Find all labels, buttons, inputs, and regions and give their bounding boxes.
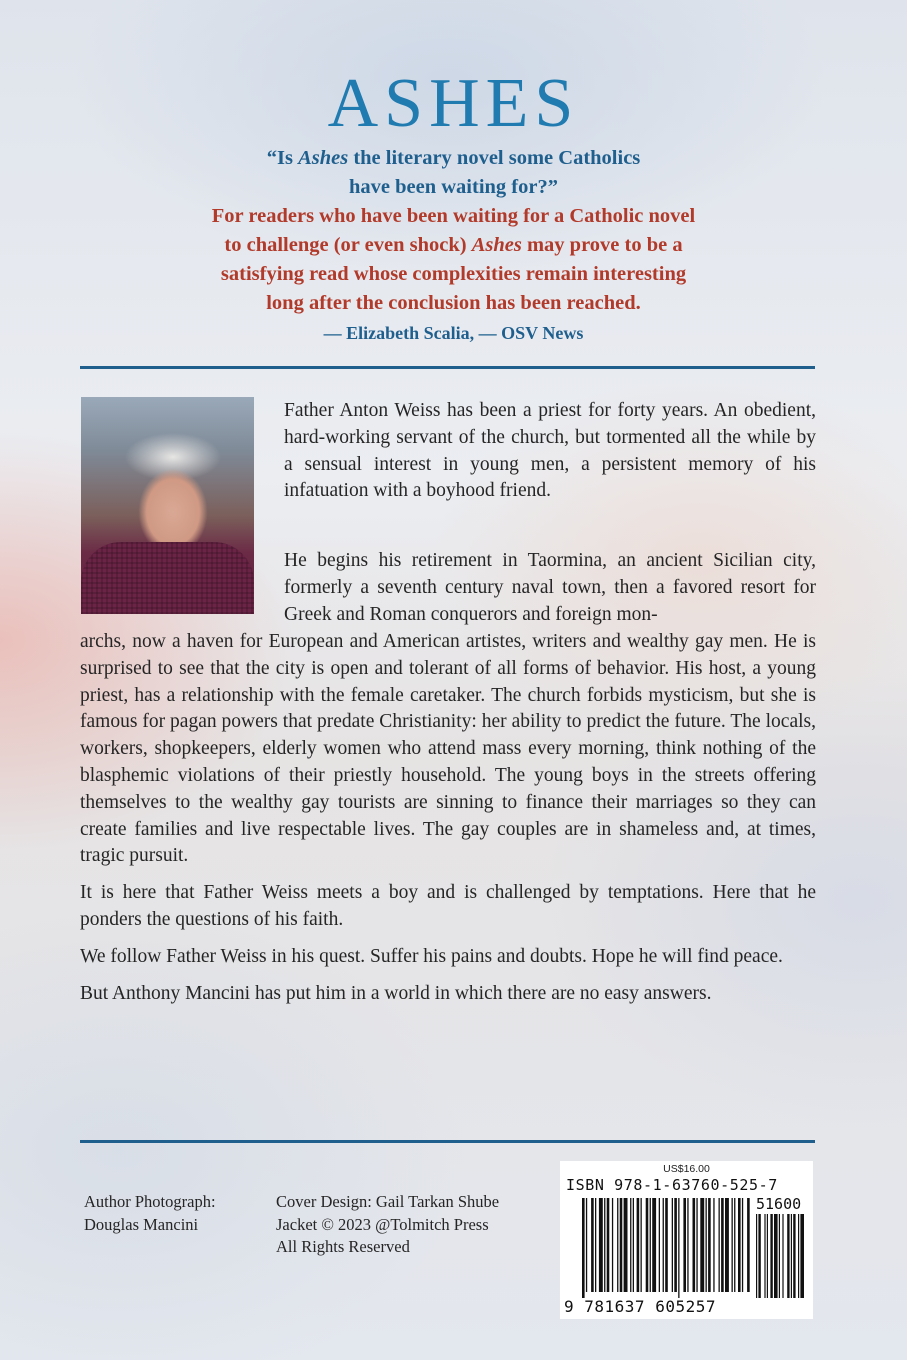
barcode-bar: [663, 1198, 664, 1292]
addon-code: 51600: [756, 1195, 802, 1213]
review-question-post: the literary novel some Catholics: [348, 147, 641, 169]
barcode-bar: [599, 1198, 603, 1292]
book-title: ASHES: [327, 65, 580, 142]
barcode-bar: [586, 1198, 587, 1292]
barcode-bar: [747, 1198, 750, 1292]
isbn-text: ISBN 978-1-63760-525-7: [566, 1176, 778, 1194]
description-paragraph-2-cont: archs, now a haven for European and American artistes, writers and wealthy gay men. He is surprised to see that the city is open and tolerant of all forms of behavior. His host, a young priest, has a relationship with the female caretaker. The church forbids mysticism, but she is famous for pagan powers that predate Christianity: her ability to predict the future. The locals, workers, shopkeepers, elderly women who attend mass every morning, think nothing of the blasphemic violations of their priestly household. The young boys in the streets offering themselves to the wealthy gay tourists are sinning to finance their marriages so they can create families and live respectable lives. The gay couples are in shameless and, at times, tragic pursuit.: [80, 631, 816, 867]
barcode-bar: [719, 1198, 720, 1292]
description-paragraph-2-start: He begins his retirement in Taormina, an ancient Sicilian city, formerly a seventh century naval town, then a favored resort for Greek and Roman conquerors and foreign mon-: [284, 550, 816, 625]
addon-bar: [774, 1214, 778, 1298]
review-question-pre: “Is: [266, 147, 299, 169]
barcode-box: [560, 1161, 813, 1319]
barcode-bar: [706, 1198, 707, 1292]
description-paragraph-5: But Anthony Mancini has put him in a world in which there are no easy answers.: [80, 982, 712, 1004]
barcode-bar: [687, 1198, 688, 1292]
barcode-bar: [713, 1198, 714, 1292]
jacket-copyright: Jacket © 2023 @Tolmitch Press: [276, 1214, 489, 1234]
barcode-bar: [607, 1198, 610, 1292]
barcode-bar: [672, 1198, 673, 1292]
photo-credit-label: Author Photograph:: [84, 1192, 216, 1211]
barcode-bar: [700, 1198, 704, 1292]
review-line: long after the conclusion has been reached.: [266, 292, 641, 314]
description-paragraph-1: Father Anton Weiss has been a priest for forty years. An obedient, hard-working servant of the church, but tormented all the while by a sensual interest in young men, a persistent memory of his infatuation with a boyhood friend.: [284, 400, 816, 502]
barcode-bar: [721, 1198, 724, 1292]
addon-bar: [767, 1214, 768, 1298]
barcode-bar: [591, 1198, 594, 1292]
addon-bar: [798, 1214, 799, 1298]
barcode-bar: [641, 1198, 642, 1292]
barcode-bar: [646, 1198, 649, 1292]
addon-bar: [793, 1214, 795, 1298]
barcode-bar: [674, 1198, 677, 1292]
barcode-bar: [734, 1198, 735, 1292]
review-line-post: may prove to be a: [521, 234, 683, 256]
barcode-bar: [630, 1198, 631, 1292]
addon-bar: [791, 1214, 792, 1298]
review-line-title: Ashes: [471, 234, 522, 256]
barcode-bar: [659, 1198, 660, 1292]
ean-text: 9 781637 605257: [564, 1297, 716, 1316]
divider-top: [80, 366, 815, 369]
barcode-bar: [725, 1198, 729, 1292]
addon-bar: [770, 1214, 772, 1298]
barcode-bar: [665, 1198, 668, 1292]
barcode-bar: [742, 1198, 743, 1292]
barcode-bars: [580, 1198, 806, 1298]
divider-bottom: [80, 1140, 815, 1143]
addon-bar: [779, 1214, 780, 1298]
barcode-bar: [696, 1198, 697, 1292]
barcode-bar: [683, 1198, 686, 1292]
barcode-bar: [582, 1198, 585, 1298]
author-photo: [81, 397, 254, 614]
barcode-bar: [620, 1198, 623, 1292]
barcode-bar: [650, 1198, 651, 1292]
barcode-bar: [612, 1198, 613, 1292]
addon-bar: [758, 1214, 760, 1298]
barcode-bar: [708, 1198, 711, 1292]
review-quote: [60, 144, 847, 348]
barcode-bar: [652, 1198, 656, 1292]
barcode-bar: [693, 1198, 696, 1292]
review-body: [60, 202, 847, 318]
author-photo-shirt: [81, 542, 254, 614]
addon-bar: [782, 1214, 783, 1298]
barcode-bar: [617, 1198, 618, 1292]
addon-bar: [756, 1214, 757, 1298]
review-line: satisfying read whose complexities remain interesting: [220, 263, 687, 285]
barcode-bar: [738, 1198, 741, 1292]
addon-bar: [787, 1214, 789, 1298]
barcode-bar: [633, 1198, 634, 1292]
barcode-bar: [595, 1198, 596, 1292]
barcode-price: US$16.00: [663, 1163, 710, 1175]
barcode-bar: [678, 1198, 679, 1298]
description-paragraph-3: It is here that Father Weiss meets a boy and is challenged by temptations. Here that he ponders the questions of his faith.: [80, 882, 816, 930]
photo-credit-name: Douglas Mancini: [84, 1214, 199, 1234]
photo-credit: [84, 1191, 216, 1236]
barcode-bar: [732, 1198, 733, 1292]
addon-bar: [764, 1214, 765, 1298]
barcode-bar: [604, 1198, 605, 1292]
publisher-credits: [276, 1191, 499, 1259]
review-question: [60, 144, 847, 202]
barcode-bar: [624, 1198, 628, 1292]
review-line: For readers who have been waiting for a Catholic novel: [211, 205, 696, 227]
rights-notice: All Rights Reserved: [276, 1237, 410, 1256]
addon-bar: [800, 1214, 804, 1298]
review-attribution: — Elizabeth Scalia, — OSV News: [323, 323, 584, 343]
review-question-title: Ashes: [298, 147, 349, 169]
barcode-bar: [637, 1198, 640, 1292]
review-line-pre: to challenge (or even shock): [224, 234, 472, 256]
cover-design-credit: Cover Design: Gail Tarkan Shube: [276, 1192, 500, 1211]
review-question-line2: have been waiting for?”: [349, 176, 558, 198]
description-body: [80, 629, 816, 1007]
description-paragraph-4: We follow Father Weiss in his quest. Suffer his pains and doubts. Hope he will find peace.: [80, 945, 783, 967]
